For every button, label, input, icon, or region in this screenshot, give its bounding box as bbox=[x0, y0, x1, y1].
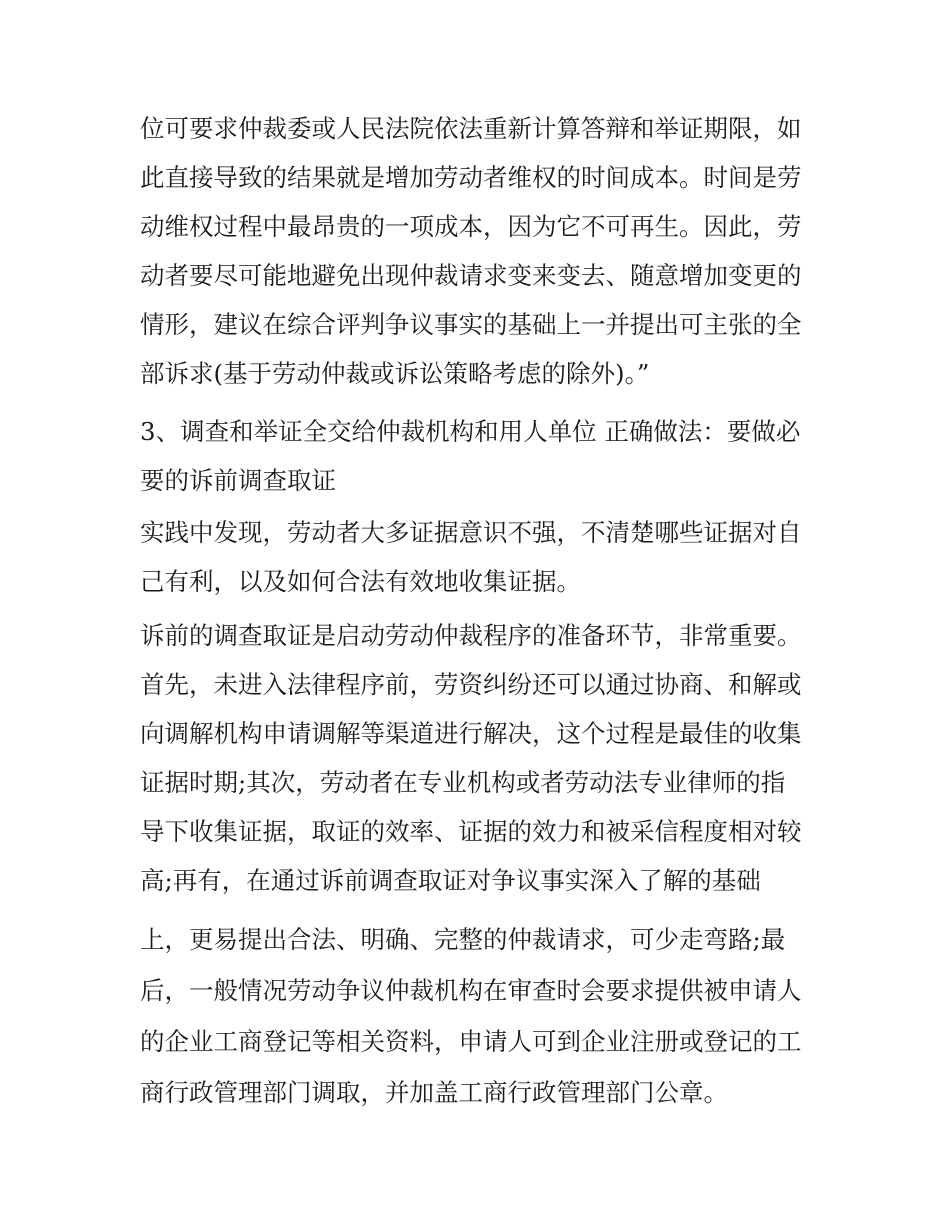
text-line: 证据时期;其次，劳动者在专业机构或者劳动法专业律师的指 bbox=[140, 768, 786, 797]
text-line: 后，一般情况劳动争议仲裁机构在审查时会要求提供被申请人 bbox=[140, 976, 802, 1005]
section-heading-line: 要的诉前调查取证 bbox=[140, 466, 336, 495]
text-line: 首先，未进入法律程序前，劳资纠纷还可以通过协商、和解或 bbox=[140, 670, 802, 699]
text-line: 情形，建议在综合评判争议事实的基础上一并提出可主张的全 bbox=[140, 310, 802, 339]
text-line: 部诉求(基于劳动仲裁或诉讼策略考虑的除外)。” bbox=[140, 359, 650, 388]
text-line: 己有利，以及如何合法有效地收集证据。 bbox=[140, 567, 581, 596]
text-line: 实践中发现，劳动者大多证据意识不强，不清楚哪些证据对自 bbox=[140, 518, 802, 547]
text-line: 商行政管理部门调取，并加盖工商行政管理部门公章。 bbox=[140, 1078, 728, 1107]
text-line: 位可要求仲裁委或人民法院依法重新计算答辩和举证期限，如 bbox=[140, 114, 802, 143]
text-line: 的企业工商登记等相关资料，申请人可到企业注册或登记的工 bbox=[140, 1027, 802, 1056]
text-line: 诉前的调查取证是启动劳动仲裁程序的准备环节，非常重要。 bbox=[140, 621, 802, 650]
text-line: 此直接导致的结果就是增加劳动者维权的时间成本。时间是劳 bbox=[140, 163, 802, 192]
text-line: 动维权过程中最昂贵的一项成本，因为它不可再生。因此，劳 bbox=[140, 212, 802, 241]
section-heading-line: 3、调查和举证全交给仲裁机构和用人单位 正确做法：要做必 bbox=[140, 417, 801, 446]
text-line: 上，更易提出合法、明确、完整的仲裁请求，可少走弯路;最 bbox=[140, 925, 786, 954]
text-line: 动者要尽可能地避免出现仲裁请求变来变去、随意增加变更的 bbox=[140, 261, 802, 290]
text-line: 导下收集证据，取证的效率、证据的效力和被采信程度相对较 bbox=[140, 817, 802, 846]
text-line: 高;再有，在通过诉前调查取证对争议事实深入了解的基础 bbox=[140, 866, 761, 895]
text-line: 向调解机构申请调解等渠道进行解决，这个过程是最佳的收集 bbox=[140, 719, 802, 748]
